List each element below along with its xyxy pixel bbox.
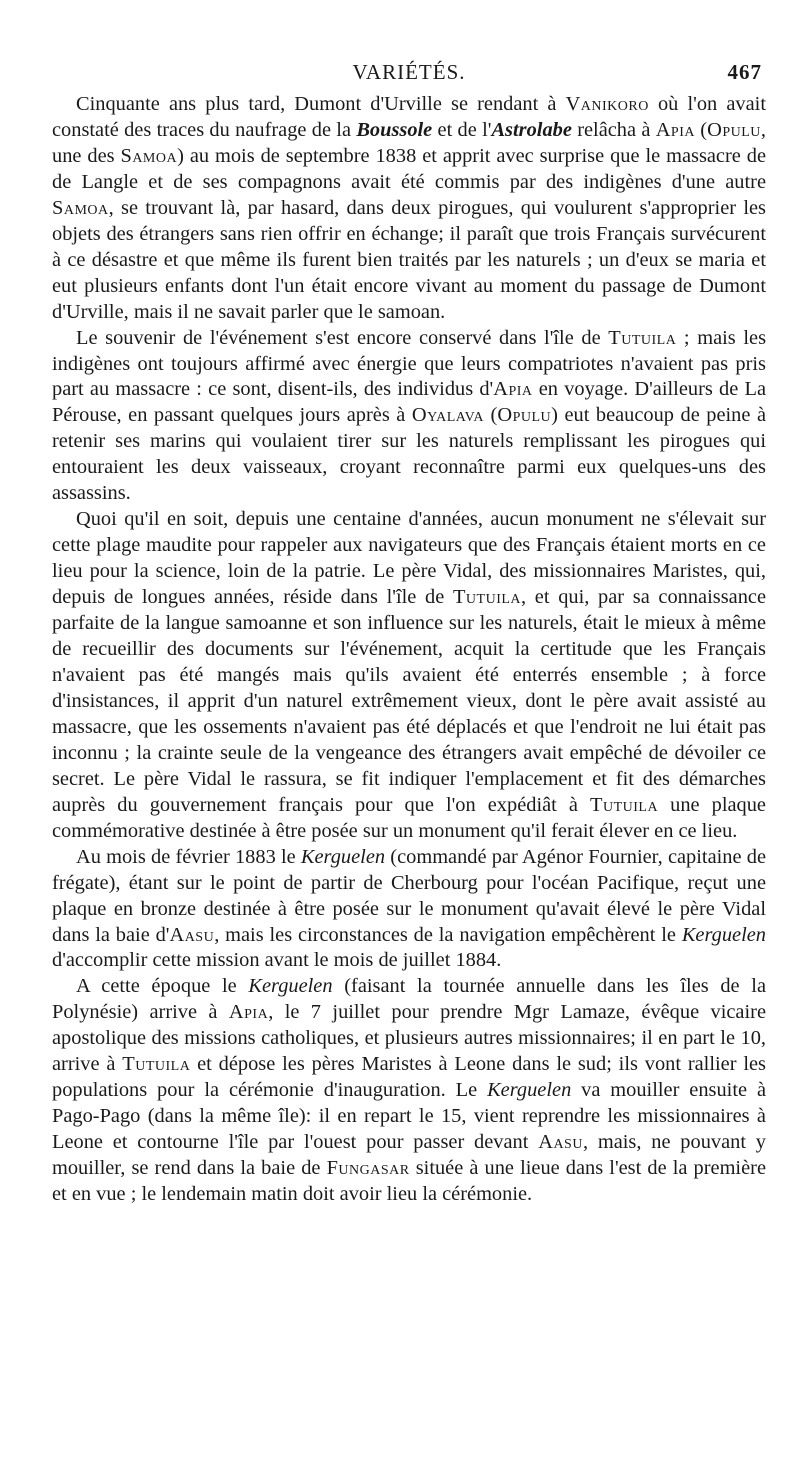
paragraph (52, 326, 766, 508)
place-name: Opulu (707, 118, 761, 141)
running-head (52, 60, 766, 92)
text-run: relâcha à (571, 118, 656, 141)
text-run: , une des (52, 118, 766, 167)
ship-name: Kerguelen (300, 845, 386, 868)
ship-name: Kerguelen (681, 923, 766, 946)
place-name: Tutuila (608, 326, 677, 349)
place-name: Opulu (497, 404, 552, 427)
text-run: située à une lieue dans l'est de la première et en vue ; le lendemain matin doit avoir lieu la cérémonie. (52, 1157, 766, 1206)
text-run: , mais les circonstances de la navigation empêchèrent le (214, 923, 682, 946)
place-name: Apia (655, 118, 695, 141)
place-name: Aasu (169, 923, 215, 946)
ship-name: Kerguelen (248, 975, 333, 998)
text-run: , et qui, par sa connaissance parfaite de la langue samoanne et son influence sur les naturels, était le mieux à même de recueillir des documents sur l'événement, acquit la certitude que les Français n'avaient pas été mangés mais qu'ils avaient été enterrés ensemble ; à force d'insistances, il apprit d'un naturel extrêmement vieux, dont le père avait assisté au massacre, que les ossements n'avaient pas été déplacés et que l'endroit ne lui était pas inconnu ; la crainte seule de la vengeance des étrangers avait empêché de dévoiler ce secret. Le père Vidal le rassura, se fit indiquer l'emplacement et fit des démarches auprès du gouvernement français pour que l'on expédiât à (52, 586, 766, 816)
text-run: ) au mois de septembre 1838 et apprit avec surprise que le massacre de de Langle et de ses compagnons avait été commis par des indigènes d'une autre (52, 144, 766, 193)
place-name: Samoa (52, 196, 109, 219)
place-name: Vanikoro (565, 93, 649, 115)
text-run: ( (484, 404, 498, 427)
text-run: où l'on avait constaté des traces du naufrage de la (52, 93, 766, 141)
ship-name: Boussole (356, 118, 433, 141)
paragraph (52, 845, 766, 975)
text-run: ) eut beaucoup de peine à retenir ses marins qui voulaient tirer sur les naturels remplissant les pirogues qui entouraient les deux vaisseaux, croyant reconnaître parmi eux quelques-uns des assassins. (52, 404, 766, 505)
page-number: 467 (727, 60, 762, 84)
text-run: , le 7 juillet pour prendre Mgr Lamaze, évêque vicaire apostolique des missions catholiques, et plusieurs autres missionnaires; il en part le 10, arrive à (52, 1001, 766, 1076)
text-run: , mais, ne pouvant y mouiller, se rend dans la baie de (52, 1131, 766, 1180)
page-body (52, 92, 766, 1208)
text-run: Au mois de février 1883 le (76, 845, 301, 868)
text-run: et dépose les pères Maristes à Leone dans le sud; ils vont rallier les populations pour la cérémonie d'inauguration. Le (52, 1053, 766, 1102)
text-run: A cette époque le (76, 975, 249, 998)
ship-name: Astrolabe (491, 118, 572, 141)
text-run: Le souvenir de l'événement s'est encore conservé dans l'île de (76, 326, 609, 349)
text-run: ( (695, 118, 708, 141)
paragraph (52, 974, 766, 1208)
text-run: va mouiller ensuite à Pago-Pago (dans la même île): il en repart le 15, vient reprendre les missionnaires à Leone et contourne l'île par l'ouest pour passer devant (52, 1079, 766, 1154)
text-run: une plaque commémorative destinée à être posée sur un monument qu'il ferait élever en ce lieu. (52, 793, 766, 842)
text-run: et de l' (432, 118, 492, 141)
place-name: Tutuila (590, 793, 659, 816)
place-name: Aasu (538, 1131, 583, 1154)
place-name: Samoa (120, 144, 178, 167)
running-title: VARIÉTÉS. (352, 60, 466, 84)
text-run: en voyage. D'ailleurs de La Pérouse, en passant quelques jours après à (52, 378, 766, 427)
paragraph (52, 92, 766, 326)
paragraph (52, 507, 766, 844)
place-name: Tutuila (452, 586, 522, 609)
place-name: Oyalava (411, 404, 485, 427)
text-run: (commandé par Agénor Fournier, capitaine de frégate), étant sur le point de partir de Cherbourg pour l'océan Pacifique, reçut une plaque en bronze destinée à être posée sur le monument qu'avait élevé le père Vidal dans la baie d' (52, 845, 766, 946)
place-name: Tutuila (122, 1053, 191, 1076)
text-run: Cinquante ans plus tard, Dumont d'Urville se rendant à (76, 93, 566, 115)
ship-name: Kerguelen (487, 1079, 572, 1102)
text-run: , se trouvant là, par hasard, dans deux pirogues, qui voulurent s'approprier les objets des étrangers sans rien offrir en échange; il paraît que trois Français survécurent à ce désastre et que même ils furent bien traités par les naturels ; un d'eux se maria et eut plusieurs enfants dont l'un était encore vivant au moment du passage de Dumont d'Urville, mais il ne savait parler que le samoan. (52, 196, 766, 323)
place-name: Apia (228, 1001, 269, 1024)
place-name: Fungasar (326, 1157, 410, 1180)
text-run: (faisant la tournée annuelle dans les îles de la Polynésie) arrive à (52, 975, 766, 1024)
text-run: Quoi qu'il en soit, depuis une centaine d'années, aucun monument ne s'élevait sur cette plage maudite pour rappeler aux navigateurs que des Français étaient morts en ce lieu pour la science, loin de la patrie. Le père Vidal, des missionnaires Maristes, qui, depuis de longues années, réside dans l'île de (52, 508, 766, 609)
place-name: Apia (493, 378, 533, 401)
text-run: ; mais les indigènes ont toujours affirmé avec énergie que leurs compatriotes n'avaient pas pris part au massacre : ce sont, disent-ils, des individus d' (52, 326, 767, 401)
text-run: d'accomplir cette mission avant le mois de juillet 1884. (52, 949, 502, 972)
